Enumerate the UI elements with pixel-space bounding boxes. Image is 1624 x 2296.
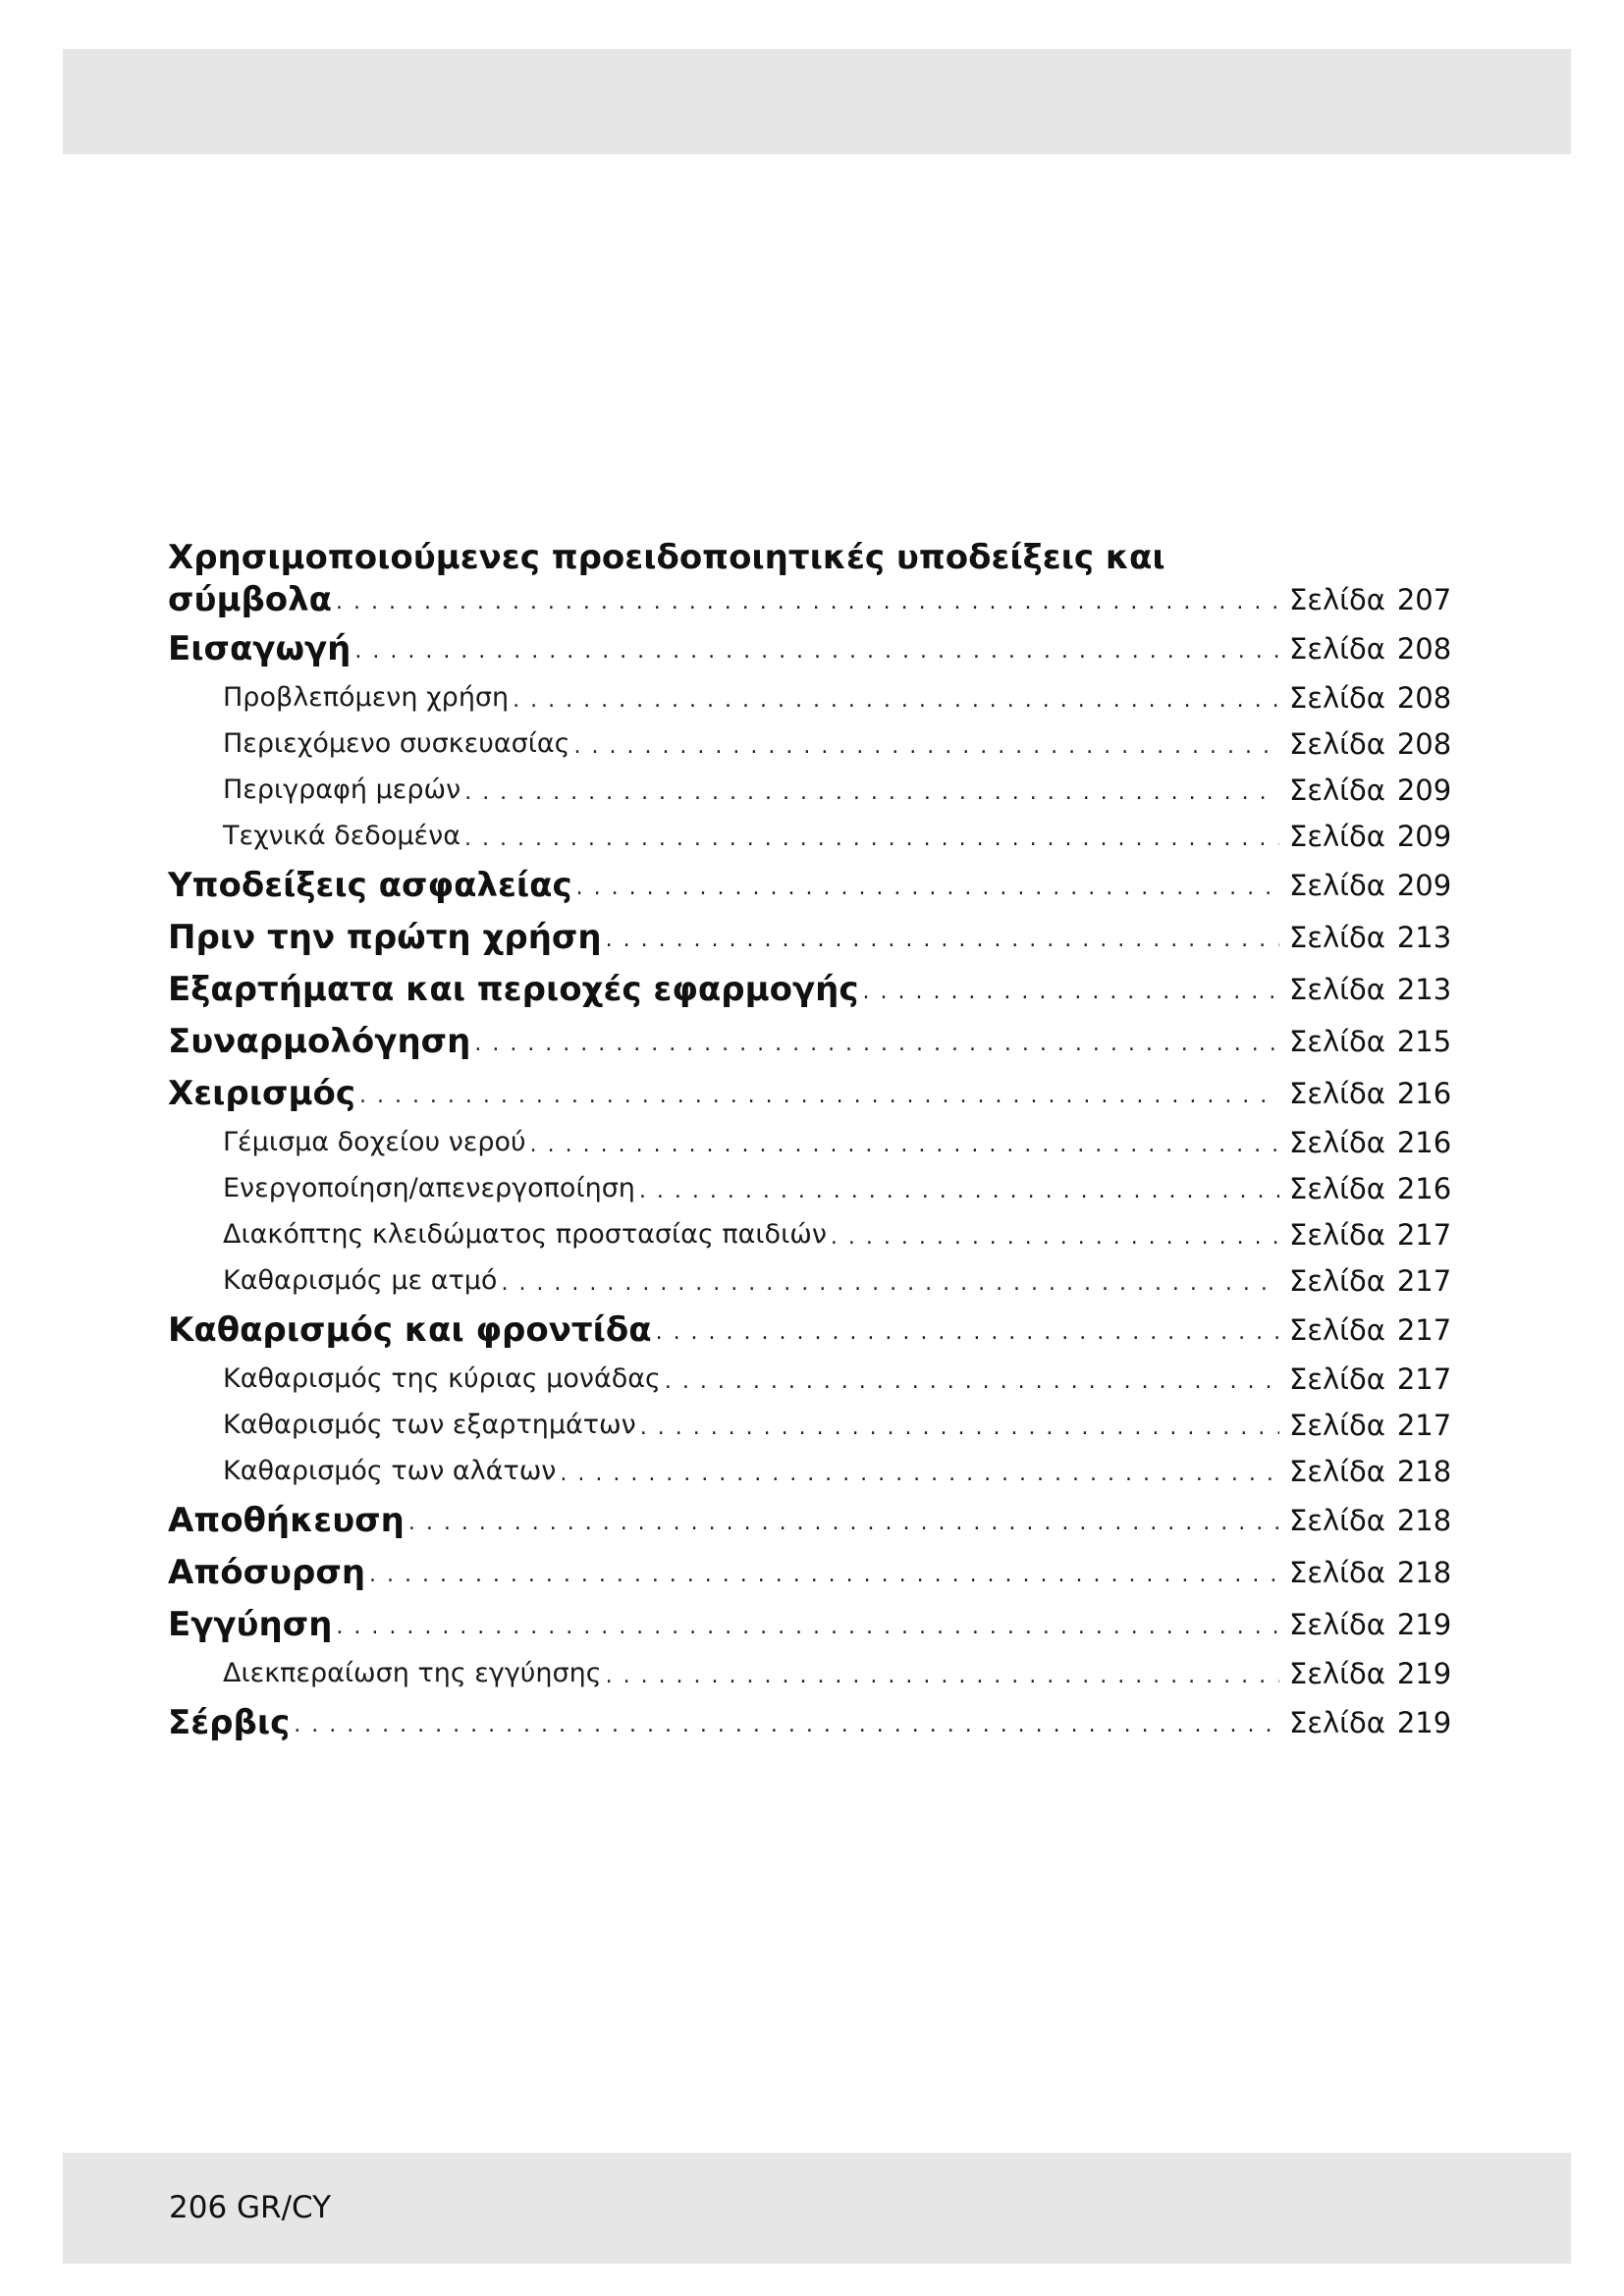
page-word: Σελίδα: [1289, 1454, 1385, 1488]
dot-leader: [464, 775, 1279, 805]
toc-entry-page: [1289, 1706, 1458, 1739]
page-word: Σελίδα: [1289, 1607, 1385, 1641]
page-num: 213: [1396, 972, 1452, 1006]
page-word: Σελίδα: [1289, 631, 1385, 666]
toc-entry-title: Περιγραφή μερών: [223, 774, 461, 805]
toc-entry-page: [1289, 1025, 1458, 1058]
toc-subentry: [168, 1356, 1458, 1402]
dot-leader: [606, 923, 1279, 952]
dot-leader: [464, 822, 1279, 851]
page-num: 208: [1396, 631, 1452, 666]
page-num: 219: [1396, 1705, 1452, 1739]
page-num: 208: [1396, 680, 1452, 715]
dot-leader: [474, 1027, 1279, 1056]
page-num: 217: [1396, 1312, 1452, 1347]
page-num: 218: [1396, 1503, 1452, 1537]
toc-entry: [168, 1067, 1458, 1119]
dot-leader: [831, 1220, 1279, 1250]
dot-leader: [294, 1708, 1279, 1737]
page-num: 213: [1396, 920, 1452, 954]
toc-entry-page: [1289, 1608, 1458, 1641]
toc-entry-title: Περιεχόμενο συσκευασίας: [223, 728, 570, 759]
toc-entry-title: Ενεργοποίηση/απενεργοποίηση: [223, 1173, 635, 1203]
page-num: 217: [1396, 1263, 1452, 1298]
toc-entry-title: Αποθήκευση: [168, 1500, 405, 1540]
toc-subentry: [168, 1257, 1458, 1304]
toc-entry-title: Τεχνικά δεδομένα: [223, 821, 460, 851]
toc-entry-page: [1289, 921, 1458, 954]
page-num: 216: [1396, 1076, 1452, 1110]
page-word: Σελίδα: [1289, 726, 1385, 761]
page-num: 215: [1396, 1024, 1452, 1058]
page-num: 209: [1396, 819, 1452, 853]
page-num: 209: [1396, 773, 1452, 807]
page-num: 217: [1396, 1408, 1452, 1442]
toc-entry: [168, 1696, 1458, 1748]
toc-entry-page: [1289, 973, 1458, 1006]
toc-heading-line: Χρησιμοποιούμενες προειδοποιητικές υποδείξεις και: [168, 538, 1165, 577]
toc-entry-title: Πριν την πρώτη χρήση: [168, 917, 602, 957]
page-word: Σελίδα: [1289, 972, 1385, 1006]
page-word: Σελίδα: [1289, 1024, 1385, 1058]
toc-subentry: [168, 674, 1458, 721]
toc-entry-title: Γέμισμα δοχείου νερού: [223, 1127, 526, 1157]
page-word: Σελίδα: [1289, 1408, 1385, 1442]
toc-entry-page: [1289, 1126, 1458, 1159]
page-num: 216: [1396, 1125, 1452, 1159]
dot-leader: [665, 1364, 1279, 1394]
page-word: Σελίδα: [1289, 920, 1385, 954]
toc-entry-page: [1289, 1504, 1458, 1537]
toc-entry-page: [1289, 1409, 1458, 1442]
toc-entry: [168, 1304, 1458, 1356]
page-word: Σελίδα: [1289, 583, 1385, 616]
page-word: Σελίδα: [1289, 773, 1385, 807]
page-word: Σελίδα: [1289, 1171, 1385, 1205]
dot-leader: [408, 1506, 1279, 1535]
page-num: 218: [1396, 1454, 1452, 1488]
toc-subentry: [168, 1402, 1458, 1448]
dot-leader: [606, 1659, 1279, 1688]
toc-entry: [168, 577, 1458, 622]
toc-entry: [168, 1546, 1458, 1598]
toc-entry: [168, 1015, 1458, 1067]
dot-leader: [359, 1079, 1279, 1108]
toc-entry-title: Υποδείξεις ασφαλείας: [168, 865, 572, 905]
dot-leader: [576, 871, 1279, 900]
toc-entry-title: Διεκπεραίωση της εγγύησης: [223, 1658, 602, 1688]
toc-entry-title: Χειρισμός: [168, 1073, 355, 1113]
toc-entry: [168, 1494, 1458, 1546]
toc-entry-page: [1289, 1362, 1458, 1396]
table-of-contents: [168, 538, 1458, 1748]
page-num: 219: [1396, 1607, 1452, 1641]
page-word: Σελίδα: [1289, 1125, 1385, 1159]
dot-leader: [336, 1610, 1279, 1639]
toc-entry-title: Απόσυρση: [168, 1552, 366, 1592]
toc-entry-page: [1289, 774, 1458, 807]
dot-leader: [560, 1457, 1279, 1486]
dot-leader: [513, 683, 1279, 713]
toc-entry-page: [1289, 1556, 1458, 1589]
toc-entry-title: Καθαρισμός με ατμό: [223, 1265, 498, 1296]
toc-subentry: [168, 767, 1458, 813]
page-num: 217: [1396, 1362, 1452, 1396]
toc-subentry: [168, 1650, 1458, 1696]
toc-entry-title: Συναρμολόγηση: [168, 1021, 471, 1061]
dot-leader: [369, 1558, 1279, 1587]
page-word: Σελίδα: [1289, 819, 1385, 853]
page-word: Σελίδα: [1289, 680, 1385, 715]
page-num: 219: [1396, 1656, 1452, 1690]
footer-band: [63, 2153, 1571, 2264]
page-num: 218: [1396, 1555, 1452, 1589]
page-num: 207: [1396, 583, 1452, 616]
dot-leader: [574, 729, 1279, 759]
page-num: 208: [1396, 726, 1452, 761]
toc-entry-page: [1289, 1077, 1458, 1110]
toc-entry-title: Εισαγωγή: [168, 628, 352, 668]
toc-entry: [168, 963, 1458, 1015]
toc-entry-page: [1289, 681, 1458, 715]
toc-subentry: [168, 1448, 1458, 1494]
page-num: 217: [1396, 1217, 1452, 1252]
toc-entry-page: [1289, 1455, 1458, 1488]
page-word: Σελίδα: [1289, 1503, 1385, 1537]
dot-leader: [336, 585, 1279, 614]
page-word: Σελίδα: [1289, 1263, 1385, 1298]
dot-leader: [656, 1315, 1279, 1345]
toc-entry-page: [1289, 820, 1458, 853]
page-number-label: 206 GR/CY: [169, 2190, 332, 2225]
toc-subentry: [168, 721, 1458, 767]
toc-entry-page: [1289, 1313, 1458, 1347]
page-word: Σελίδα: [1289, 868, 1385, 902]
toc-entry-title: Διακόπτης κλειδώματος προστασίας παιδιών: [223, 1219, 827, 1250]
dot-leader: [640, 1411, 1279, 1440]
toc-entry: [168, 622, 1458, 674]
dot-leader: [639, 1174, 1279, 1203]
page-word: Σελίδα: [1289, 1555, 1385, 1589]
toc-entry-title: σύμβολα: [168, 580, 333, 619]
dot-leader: [530, 1128, 1279, 1157]
toc-entry-page: [1289, 1218, 1458, 1252]
toc-entry-page: [1289, 1264, 1458, 1298]
toc-entries: [168, 577, 1458, 1748]
page-word: Σελίδα: [1289, 1217, 1385, 1252]
toc-subentry: [168, 1119, 1458, 1165]
toc-subentry: [168, 1165, 1458, 1211]
toc-entry-title: Καθαρισμός της κύριας μονάδας: [223, 1363, 661, 1394]
dot-leader: [863, 975, 1279, 1004]
toc-entry-page: [1289, 1657, 1458, 1690]
toc-entry: [168, 911, 1458, 963]
toc-subentry: [168, 813, 1458, 859]
toc-entry-title: Καθαρισμός των αλάτων: [223, 1456, 557, 1486]
toc-entry-title: Εξαρτήματα και περιοχές εφαρμογής: [168, 969, 859, 1009]
toc-entry-page: [1289, 869, 1458, 902]
toc-entry: [168, 1598, 1458, 1650]
dot-leader: [501, 1266, 1279, 1296]
toc-entry: [168, 859, 1458, 911]
toc-entry-page: [1289, 727, 1458, 761]
toc-entry-page: [1289, 632, 1458, 666]
toc-entry-title: Εγγύηση: [168, 1604, 333, 1644]
toc-subentry: [168, 1211, 1458, 1257]
page-word: Σελίδα: [1289, 1312, 1385, 1347]
toc-entry-page: [1289, 583, 1458, 616]
page-num: 209: [1396, 868, 1452, 902]
toc-entry-title: Καθαρισμός και φροντίδα: [168, 1309, 652, 1350]
toc-entry-page: [1289, 1172, 1458, 1205]
toc-entry-title: Καθαρισμός των εξαρτημάτων: [223, 1410, 636, 1440]
toc-entry-title: Σέρβις: [168, 1702, 291, 1742]
header-band: [63, 49, 1571, 154]
page-word: Σελίδα: [1289, 1076, 1385, 1110]
page-word: Σελίδα: [1289, 1656, 1385, 1690]
dot-leader: [354, 634, 1279, 664]
page-word: Σελίδα: [1289, 1705, 1385, 1739]
page-num: 216: [1396, 1171, 1452, 1205]
toc-entry-title: Προβλεπόμενη χρήση: [223, 682, 510, 713]
page-word: Σελίδα: [1289, 1362, 1385, 1396]
